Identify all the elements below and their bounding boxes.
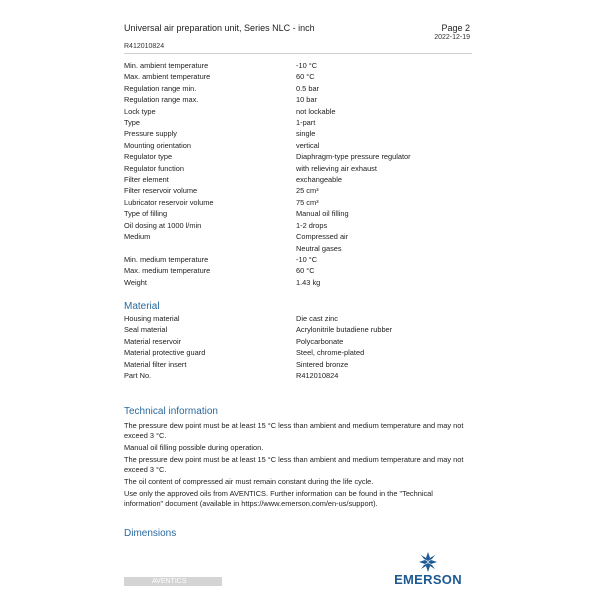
spec-label: Max. ambient temperature <box>124 72 211 82</box>
spec-row <box>124 208 484 219</box>
material-row <box>124 347 484 358</box>
spec-value <box>296 117 484 128</box>
spec-value-line: single <box>296 129 316 139</box>
spec-value <box>296 151 484 162</box>
spec-value-line: 10 bar <box>296 95 317 105</box>
spec-value <box>296 185 484 196</box>
spec-row <box>124 174 484 185</box>
spec-value-line: with relieving air exhaust <box>296 163 377 173</box>
technical-information-text <box>124 421 470 511</box>
material-label: Material reservoir <box>124 336 182 346</box>
spec-value <box>296 174 484 185</box>
spec-value <box>296 265 484 276</box>
spec-value <box>296 277 484 288</box>
material-row <box>124 336 484 347</box>
spec-row <box>124 128 484 139</box>
spec-label: Regulator function <box>124 163 184 173</box>
spec-value-line: 1.43 kg <box>296 277 321 287</box>
spec-row <box>124 151 484 162</box>
spec-value <box>296 128 484 139</box>
spec-row <box>124 140 484 151</box>
spec-label: Regulation range min. <box>124 83 197 93</box>
page-number: Page 2 <box>441 23 470 33</box>
spec-value-line: Manual oil filling <box>296 209 349 219</box>
material-value: Acrylonitrile butadiene rubber <box>296 325 393 335</box>
spec-row <box>124 231 484 254</box>
spec-value-line: 75 cm³ <box>296 197 319 207</box>
material-value: Steel, chrome-plated <box>296 348 365 358</box>
header-part-number: R412010824 <box>124 43 165 50</box>
header-divider <box>124 53 472 54</box>
spec-row <box>124 60 484 71</box>
spec-label: Medium <box>124 232 151 242</box>
material-table <box>124 313 484 381</box>
spec-value <box>296 163 484 174</box>
spec-value <box>296 106 484 117</box>
spec-value <box>296 140 484 151</box>
technical-paragraph: Manual oil filling possible during operation. <box>124 442 264 452</box>
material-label: Part No. <box>124 371 152 381</box>
technical-paragraph: The pressure dew point must be at least 15 °C less than ambient and medium temperature and may not exceed 3 °C. <box>124 421 464 440</box>
specifications-table <box>124 60 484 288</box>
spec-value-line: 60 °C <box>296 266 315 276</box>
dimensions-heading: Dimensions <box>124 528 177 539</box>
material-label: Housing material <box>124 314 180 323</box>
spec-value-line: exchangeable <box>296 175 343 185</box>
spec-row <box>124 220 484 231</box>
spec-row <box>124 106 484 117</box>
material-label: Seal material <box>124 325 168 335</box>
spec-value-line: Diaphragm-type pressure regulator <box>296 152 411 162</box>
material-value: Die cast zinc <box>296 314 338 323</box>
spec-value-line: vertical <box>296 140 320 150</box>
spec-row <box>124 185 484 196</box>
material-value: Polycarbonate <box>296 336 344 346</box>
document-date: 2022-12-19 <box>434 34 470 41</box>
spec-label: Regulation range max. <box>124 95 199 105</box>
technical-paragraph: The pressure dew point must be at least 15 °C less than ambient and medium temperature and may not exceed 3 °C. <box>124 454 464 474</box>
material-label: Material protective guard <box>124 348 206 358</box>
material-value: R412010824 <box>296 371 339 381</box>
spec-value-line: 1-part <box>296 118 316 128</box>
spec-row <box>124 254 484 265</box>
material-row <box>124 313 484 324</box>
spec-label: Min. medium temperature <box>124 254 209 264</box>
emerson-logo-text: EMERSON <box>394 572 462 587</box>
spec-value <box>296 220 484 231</box>
spec-value-line: -10 °C <box>296 61 318 70</box>
technical-paragraph: The oil content of compressed air must remain constant during the life cycle. <box>124 476 374 486</box>
material-value: Sintered bronze <box>296 359 349 369</box>
spec-label: Min. ambient temperature <box>124 61 209 70</box>
spec-label: Regulator type <box>124 152 173 162</box>
spec-label: Filter element <box>124 175 169 185</box>
spec-value-line: 0.5 bar <box>296 83 320 93</box>
document-title: Universal air preparation unit, Series NLC - inch <box>124 23 315 33</box>
spec-row <box>124 94 484 105</box>
spec-row <box>124 117 484 128</box>
technical-paragraph: Use only the approved oils from AVENTICS. Further information can be found in the "Technical information" document (available in https://www.emerson.com/en-us/support). <box>124 488 433 508</box>
emerson-mark-icon <box>419 552 437 572</box>
spec-label: Max. medium temperature <box>124 266 211 276</box>
material-label: Material filter insert <box>124 359 187 369</box>
spec-row <box>124 83 484 94</box>
spec-label: Lubricator reservoir volume <box>124 197 214 207</box>
spec-value <box>296 254 484 265</box>
spec-row <box>124 163 484 174</box>
emerson-logo <box>386 552 470 588</box>
spec-label: Mounting orientation <box>124 140 191 150</box>
spec-row <box>124 197 484 208</box>
material-row <box>124 370 484 381</box>
spec-label: Weight <box>124 277 147 287</box>
spec-label: Pressure supply <box>124 129 177 139</box>
material-row <box>124 359 484 370</box>
spec-label: Type of filling <box>124 209 168 219</box>
spec-row <box>124 71 484 82</box>
spec-value <box>296 197 484 208</box>
material-heading: Material <box>124 301 160 312</box>
spec-value-line: not lockable <box>296 106 336 116</box>
spec-value <box>296 71 484 82</box>
spec-label: Oil dosing at 1000 l/min <box>124 220 202 230</box>
spec-value-line: -10 °C <box>296 254 318 264</box>
spec-label: Type <box>124 118 141 128</box>
spec-label: Lock type <box>124 106 156 116</box>
spec-value <box>296 208 484 219</box>
spec-row <box>124 277 484 288</box>
spec-value-line: 1-2 drops <box>296 220 328 230</box>
spec-value <box>296 60 484 71</box>
spec-row <box>124 265 484 276</box>
technical-information-heading: Technical information <box>124 406 218 417</box>
aventics-brand-bar: AVENTICS <box>124 577 222 586</box>
spec-value <box>296 231 484 254</box>
spec-value-line: Neutral gases <box>296 243 342 253</box>
spec-value <box>296 94 484 105</box>
spec-value-line: 60 °C <box>296 72 315 82</box>
material-row <box>124 324 484 335</box>
spec-value <box>296 83 484 94</box>
spec-value-line: 25 cm³ <box>296 186 319 196</box>
spec-value-line: Compressed air <box>296 232 349 242</box>
spec-label: Filter reservoir volume <box>124 186 198 196</box>
